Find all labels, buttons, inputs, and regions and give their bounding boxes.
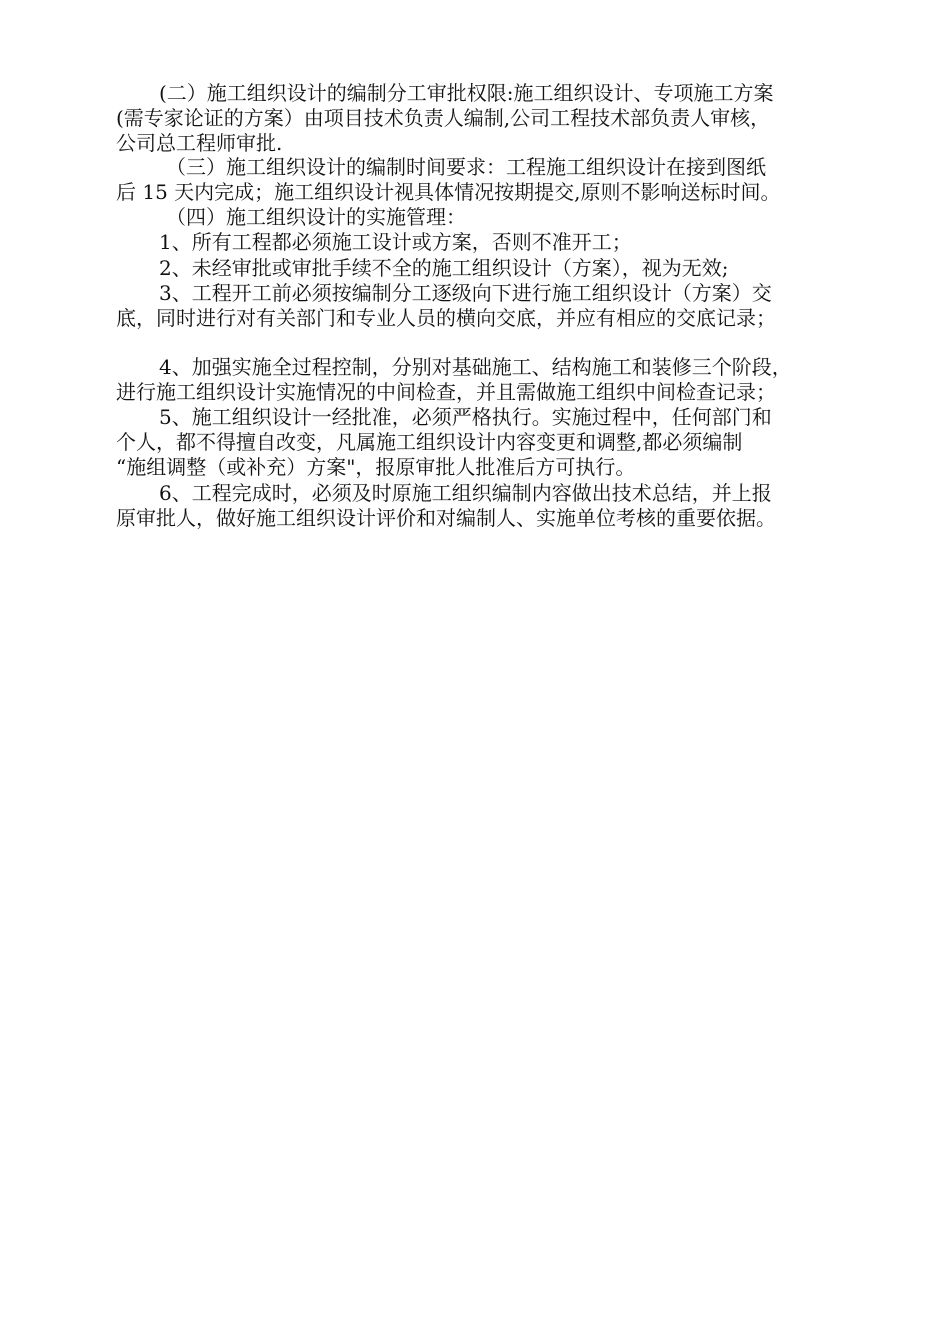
item-4-line-1: 4、加强实施全过程控制，分别对基础施工、结构施工和装修三个阶段， [159, 355, 792, 379]
item-3-line-2: 底，同时进行对有关部门和专业人员的横向交底，并应有相应的交底记录； [116, 306, 776, 330]
item-2-line-1: 2、未经审批或审批手续不全的施工组织设计（方案），视为无效; [159, 256, 729, 280]
item-4-line-2: 进行施工组织设计实施情况的中间检查，并且需做施工组织中间检查记录； [116, 380, 776, 404]
paragraph-3-line-1: （三）施工组织设计的编制时间要求：工程施工组织设计在接到图纸 [166, 155, 766, 179]
item-6-line-2: 原审批人，做好施工组织设计评价和对编制人、实施单位考核的重要依据。 [116, 506, 776, 530]
item-1-line-1: 1、所有工程都必须施工设计或方案，否则不准开工； [159, 230, 632, 254]
item-5-line-1: 5、施工组织设计一经批准，必须严格执行。实施过程中，任何部门和 [159, 405, 772, 429]
paragraph-2-line-3: 公司总工程师审批. [116, 131, 283, 155]
item-3-line-1: 3、工程开工前必须按编制分工逐级向下进行施工组织设计（方案）交 [159, 281, 772, 305]
item-5-line-3: “施组调整（或补充）方案"，报原审批人批准后方可执行。 [116, 455, 636, 479]
item-6-line-1: 6、工程完成时，必须及时原施工组织编制内容做出技术总结，并上报 [159, 481, 772, 505]
paragraph-4-heading: （四）施工组织设计的实施管理： [166, 205, 466, 229]
paragraph-2-line-1: (二）施工组织设计的编制分工审批权限:施工组织设计、专项施工方案 [159, 81, 774, 105]
paragraph-2-line-2: (需专家论证的方案）由项目技术负责人编制,公司工程技术部负责人审核， [116, 106, 771, 130]
item-5-line-2: 个人，都不得擅自改变，凡属施工组织设计内容变更和调整,都必须编制 [116, 430, 743, 454]
paragraph-3-line-2: 后 15 天内完成；施工组织设计视具体情况按期提交,原则不影响送标时间。 [116, 180, 781, 204]
